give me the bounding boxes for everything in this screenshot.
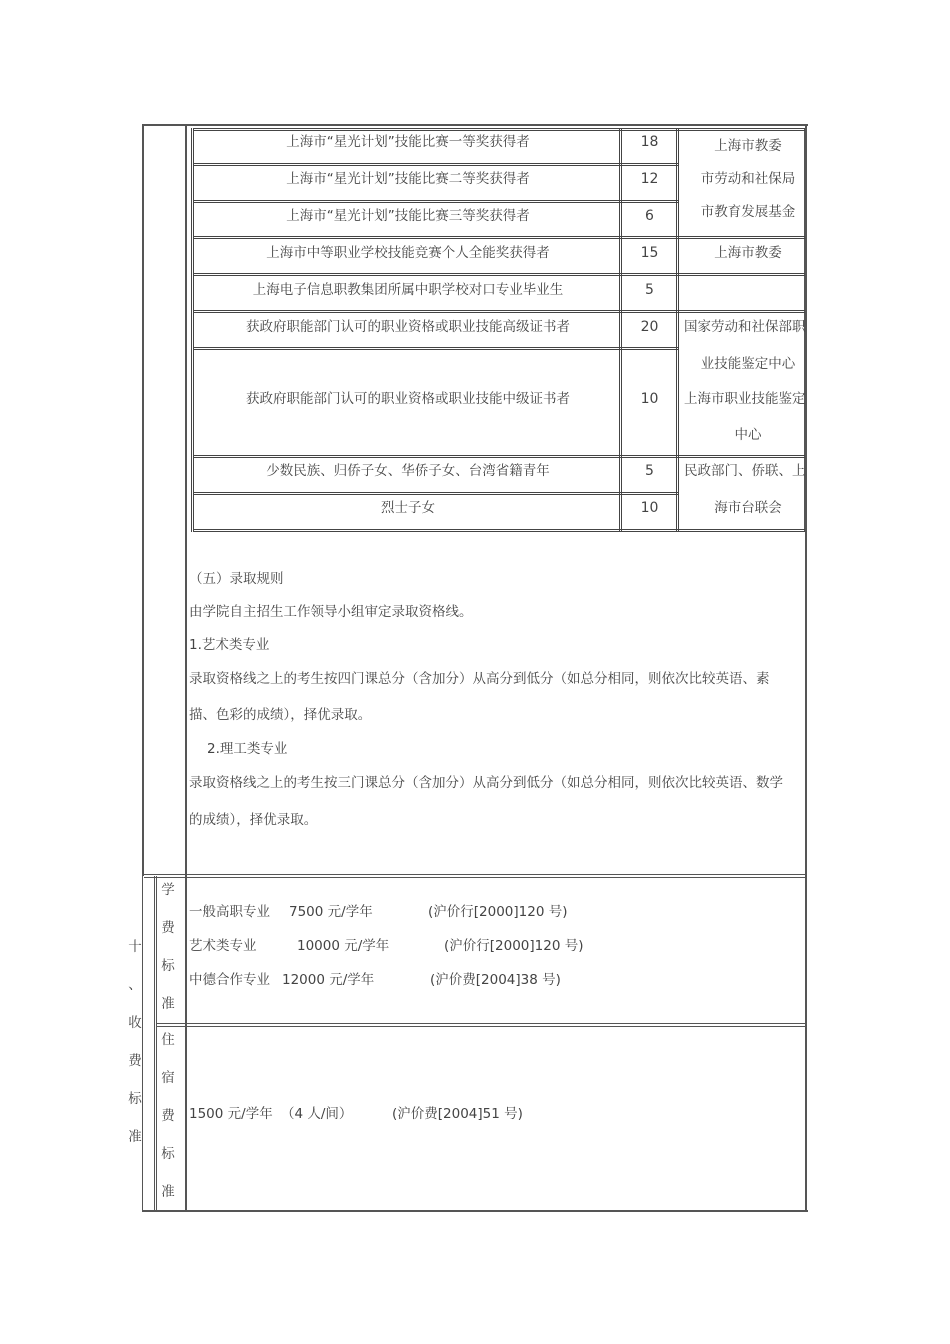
tuition-major: 一般高职专业 [189,904,270,920]
issuing-org: 市教育发展基金 [700,204,796,220]
award-row-line [193,310,805,313]
award-table-bottom [193,529,805,532]
tuition-amount: 10000 元/学年 [297,938,390,954]
award-name: 上海电子信息职教集团所属中职学校对口专业毕业生 [252,282,564,298]
issuing-org: 上海市职业技能鉴定 [684,391,806,407]
award-name: 上海市“星光计划”技能比赛一等奖获得者 [286,134,530,150]
award-score: 10 [640,391,659,407]
issuing-org: 民政部门、侨联、上 [684,463,806,479]
tuition-major: 艺术类专业 [189,938,257,954]
award-row-line [193,273,805,276]
tuition-major: 中德合作专业 [189,972,270,988]
issuing-org: 上海市教委 [714,245,782,261]
fees-sublabel-divider [154,876,155,1212]
award-row-line [193,236,805,239]
admission-heading: （五）录取规则 [189,571,284,587]
lodging-ref: (沪价费[2004]51 号) [392,1106,523,1122]
fees-sublabel-divider [156,876,157,1212]
art-major-rule-cont: 描、色彩的成绩），择优录取。 [189,707,372,723]
issuing-org: 国家劳动和社保部职 [684,319,806,335]
award-name: 烈士子女 [381,500,435,516]
award-name: 上海市中等职业学校技能竞赛个人全能奖获得者 [266,245,550,261]
award-row-line [193,492,679,495]
tuition-amount: 12000 元/学年 [282,972,375,988]
tuition-ref: (沪价行[2000]120 号) [444,938,584,954]
issuing-org: 中心 [734,427,762,443]
tuition-lodging-divider [156,1026,806,1027]
award-row-line [193,347,679,350]
award-score: 5 [645,463,654,479]
award-score: 15 [640,245,659,261]
fees-section-top [144,874,806,875]
tuition-label: 学 费 标 准 [161,882,175,1012]
award-row-line [193,128,805,131]
fees-section-label: 十 、 收 费 标 准 [128,939,142,1145]
label-column-divider [185,124,187,1212]
award-name: 上海市“星光计划”技能比赛三等奖获得者 [286,208,530,224]
science-major-title: 2.理工类专业 [207,741,288,757]
tuition-ref: (沪价行[2000]120 号) [428,904,568,920]
award-table-left-border [191,128,194,532]
art-major-title: 1.艺术类专业 [189,637,270,653]
lodging-label: 住 宿 费 标 准 [161,1032,175,1200]
lodging-room: （4 人/间） [281,1106,353,1122]
issuing-org: 海市台联会 [714,500,782,516]
science-major-rule: 录取资格线之上的考生按三门课总分（含加分）从高分到低分（如总分相同，则依次比较英语、数学 [189,775,783,791]
outer-top-border [142,124,808,126]
award-score: 12 [640,171,659,187]
tuition-lodging-divider [156,1023,806,1024]
award-row-line [193,200,679,203]
tuition-amount: 7500 元/学年 [289,904,373,920]
art-major-rule: 录取资格线之上的考生按四门课总分（含加分）从高分到低分（如总分相同，则依次比较英语、素 [189,671,770,687]
issuing-org: 业技能鉴定中心 [700,356,796,372]
award-score: 18 [640,134,659,150]
admission-intro: 由学院自主招生工作领导小组审定录取资格线。 [189,604,473,620]
issuing-org: 上海市教委 [714,138,782,154]
science-major-rule-cont: 的成绩），择优录取。 [189,812,318,828]
award-name: 少数民族、归侨子女、华侨子女、台湾省籍青年 [266,463,550,479]
tuition-ref: (沪价费[2004]38 号) [430,972,561,988]
award-score: 5 [645,282,654,298]
fees-section-top [144,877,806,878]
lodging-amount: 1500 元/学年 [189,1106,273,1122]
award-score: 20 [640,319,659,335]
award-name: 上海市“星光计划”技能比赛二等奖获得者 [286,171,530,187]
outer-left-border [142,124,144,876]
award-score: 10 [640,500,659,516]
award-name: 获政府职能部门认可的职业资格或职业技能中级证书者 [246,391,570,407]
award-row-line [193,163,679,166]
award-score: 6 [645,208,654,224]
outer-bottom-border [142,1210,808,1212]
issuing-org: 市劳动和社保局 [700,171,796,187]
award-row-line [193,455,805,458]
award-name: 获政府职能部门认可的职业资格或职业技能高级证书者 [246,319,570,335]
